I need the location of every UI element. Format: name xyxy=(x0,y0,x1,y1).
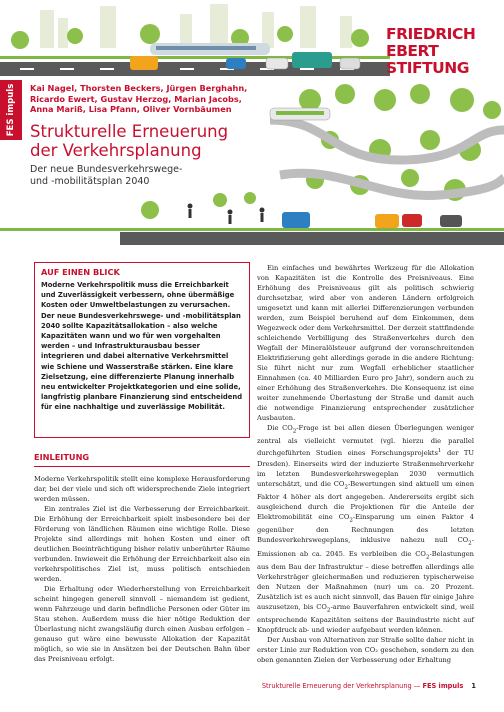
left-column-text xyxy=(34,474,250,664)
footer-title: Strukturelle Erneuerung der Verkehrsplanung — xyxy=(261,682,421,690)
series-side-tab xyxy=(0,80,22,140)
train xyxy=(150,43,270,55)
right-column-text xyxy=(257,263,474,665)
authors-list xyxy=(30,83,270,115)
road-markings-top xyxy=(20,68,354,70)
section-heading-einleitung: EINLEITUNG xyxy=(34,452,250,467)
summary-heading: AUF EINEN BLICK xyxy=(41,267,120,277)
page-number: 1 xyxy=(471,682,476,690)
friedrich-ebert-stiftung-logo[interactable] xyxy=(386,26,496,77)
document-title xyxy=(30,122,290,160)
summary-box xyxy=(34,262,250,438)
subtitle-line: und -mobilitätsplan 2040 xyxy=(30,176,150,187)
authors-line: Ricardo Ewert, Gustav Herzog, Marian Jacobs, xyxy=(30,93,242,104)
logo-line-2: EBERT xyxy=(386,42,439,60)
logo-line-1: FRIEDRICH xyxy=(386,25,476,43)
footnote-marker[interactable]: 1 xyxy=(437,448,442,455)
page-footer xyxy=(262,682,476,690)
authors-line: Anna Mariß, Lisa Pfann, Oliver Vornbäumen xyxy=(30,104,232,114)
title-line: der Verkehrsplanung xyxy=(30,141,202,160)
paragraph-co2: Die $CO_2$-Frage ist bei allen diesen Überlegungen weniger zentral als vielleicht vermutet (vgl. hierzu die parallel durchgeführten Studien eines Forschungsprojekts$^1$ der TU Dresden). Einerseits wird der induzierte Straßenmehrverkehr im letzten Bundesverkehrswegeplan 2030 vermutlich unterschätzt, und die $CO_2$-Bewertungen sind aktuell um einen Faktor 4 höher als dort angegeben. Andererseits ergibt sich ausgleichend durch die Projektionen für die Anteile der Elektromobilität eine $CO_2$-Einsparung um einen Faktor 4 gegenüber den Rechnungen des letzten Bundesverkehrswegeplans, inklusive nahezu null $CO_2$-Emissionen ab ca. 2045. Es verbleiben die $CO_2$-Belastungen aus dem Bau der Infrastruktur – diese betreffen allerdings alle Verkehrsträger gleichermaßen und reduzieren typischerweise den Nutzen der Maßnahmen (nur) um ca. 20 Prozent. Zusätzlich ist es auch nicht sinnvoll, das Bauen für einige Jahre auszusetzen, bis $CO_2$-arme Bauverfahren entwickelt sind, weil entsprechende Kapazitäten seitens der Bauindustrie nicht auf Knopfdruck ab- und wieder aufgebaut werden können. xyxy=(257,424,475,635)
paragraph: Ein zentrales Ziel ist die Verbesserung der Erreichbarkeit. Die Erhöhung der Erreichbarkeit spielt insbesondere bei der Förderung von ländlichen Räumen eine wichtige Rolle. Diese Projekte sind allerdings mit hohen Kosten und einer oft deutlichen Beeinträchtigung bisher relativ unberührter Räume verbunden. Inwieweit die Erhöhung der Erreichbarkeit also ein verkehrspolitisches Ziel ist, muss politisch entschieden werden. xyxy=(34,505,250,583)
paragraph: Ein einfaches und bewährtes Werkzeug für die Allokation von Kapazitäten ist die Kontrolle des Preisniveaus. Eine Erhöhung des Preisniveaus gilt als politisch schwierig durchsetzbar, wird aber von anderen Ländern erfolgreich umgesetzt und kann mit allerlei Differenzierungen verbunden werden, zum Beispiel beruhend auf dem Einkommen, dem Wegezweck oder dem Verkehrsmittel. Der derzeit stattfindende schleichende Verbilligung des Straßenverkehrs durch den Wegfall der Mineralölsteuer aufgrund der voranschreitenden Elektrifizierung geht allerdings gerade in die andere Richtung: Sie führt nicht nur zum Wegfall erheblicher staatlicher Einnahmen (ca. 40 Milliarden Euro pro Jahr), sondern auch zu einer Erhöhung des Straßenverkehrs. Die Konsequenz ist eine weiter zunehmende Überlastung der Straße und damit auch die notwendige Finanzierung entsprechender zusätzlicher Ausbauten. xyxy=(257,264,474,422)
authors-line: Kai Nagel, Thorsten Beckers, Jürgen Berghahn, xyxy=(30,83,248,93)
tram xyxy=(270,108,330,120)
subtitle-line: Der neue Bundesverkehrswege- xyxy=(30,164,183,175)
logo-line-3: STIFTUNG xyxy=(386,59,469,77)
document-subtitle xyxy=(30,164,270,188)
paragraph: Moderne Verkehrspolitik stellt eine komplexe Herausforderung dar, bei der viele und sich oft widersprechende Ziele integriert werden müssen. xyxy=(34,475,250,503)
title-line: Strukturelle Erneuerung xyxy=(30,122,229,141)
summary-text: Moderne Verkehrspolitik muss die Erreichbarkeit und Zuverlässigkeit verbessern, ohne übermäßige Kosten oder Umweltbelastungen zu verursachen. Der neue Bundesverkehrswege- und -mobilitätsplan 2040 sollte Kapazitätsallokation – also welche Kapazitäten wann und wo für wen vorgehalten werden – und Infrastrukturausbau besser integrieren und dabei alternative Verkehrsmittel wie Schiene und Wasserstraße stärken. Eine klare Zielsetzung, eine differenzierte Planung innerhalb neu entwickelter Projektkategorien und eine solide, langfristig planbare Finanzierung sind entscheidend für eine nachhaltige und zuverlässige Mobilität. xyxy=(41,281,243,412)
paragraph: Der Ausbau von Alternativen zur Straße sollte daher nicht in erster Linie zur Reduktion von CO₂ geschehen, sondern zu den oben genannten Zielen der Verbesserung oder Erhaltung xyxy=(257,636,474,665)
series-side-tab-label: FES impuls xyxy=(6,83,16,137)
footer-series: FES impuls xyxy=(422,682,464,690)
paragraph: Die Erhaltung oder Wiederherstellung von Erreichbarkeit scheint hingegen generell sinnvoll – niemandem ist gedient, wenn Fahrzeuge und darin befindliche Personen oder Güter im Stau stehen. Außerdem muss die hier nötige Reduktion der Überlastung nicht zwangsläufig durch einen Ausbau erfolgen – genauso gut wäre eine bewusste Allokation der Kapazität möglich, so wie sie in Ansätzen bei der Deutschen Bahn über das Preisniveau erfolgt. xyxy=(34,585,250,663)
